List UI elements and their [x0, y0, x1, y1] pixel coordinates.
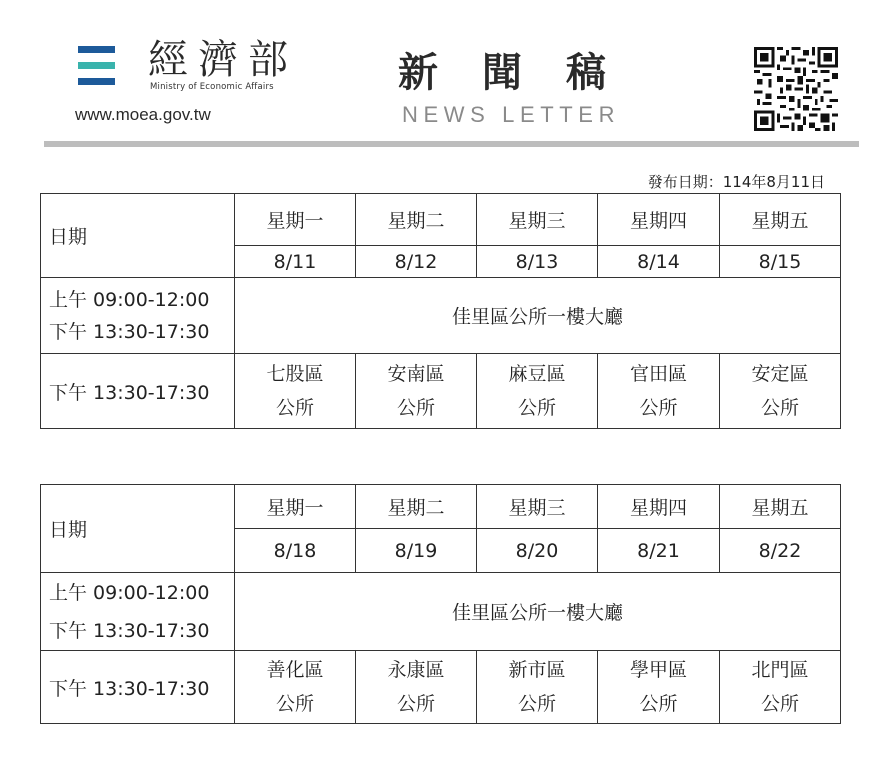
district-name: 安定區: [751, 363, 809, 385]
weekday-cell: 星期三: [477, 194, 598, 246]
district-name: 七股區: [266, 363, 324, 385]
logo-bar-bottom: [78, 78, 115, 85]
district-office-cell: [235, 354, 356, 429]
office-suffix: 公所: [760, 397, 799, 419]
district-office-cell: [720, 354, 841, 429]
weekday-cell: 星期二: [356, 485, 477, 529]
main-venue-row: [41, 573, 841, 651]
weekday-cell: 星期五: [720, 194, 841, 246]
main-venue-location: 佳里區公所一樓大廳: [235, 278, 841, 354]
schedule-table-week-2: [40, 484, 841, 724]
district-name: 北門區: [751, 659, 809, 681]
office-suffix: 公所: [517, 397, 556, 419]
weekday-row: [41, 194, 841, 246]
time-slot-afternoon: 下午 13:30-17:30: [41, 651, 235, 724]
weekday-cell: 星期四: [598, 485, 720, 529]
office-suffix: 公所: [275, 397, 314, 419]
main-venue-row: [41, 278, 841, 354]
district-office-cell: [477, 651, 598, 724]
schedule-table-week-1: [40, 193, 841, 429]
time-slot-cell: [41, 278, 235, 354]
news-title: 新聞稿: [398, 49, 650, 96]
district-office-cell: [235, 651, 356, 724]
time-slot-morning: 上午 09:00-12:00: [49, 288, 210, 311]
date-cell: 8/21: [598, 529, 720, 573]
date-cell: 8/12: [356, 246, 477, 278]
district-office-cell: [356, 354, 477, 429]
date-cell: 8/20: [477, 529, 598, 573]
date-label: 日期: [41, 485, 235, 573]
district-office-row: [41, 651, 841, 724]
district-name: 新市區: [508, 659, 566, 681]
district-name: 安南區: [387, 363, 445, 385]
date-cell: 8/14: [598, 246, 720, 278]
office-suffix: 公所: [639, 693, 678, 715]
logo-bar-top: [78, 46, 115, 53]
time-slot-morning: 上午 09:00-12:00: [49, 581, 210, 604]
date-cell: 8/11: [235, 246, 356, 278]
publish-date: 發布日期：114年8月11日: [647, 173, 825, 191]
weekday-cell: 星期一: [235, 485, 356, 529]
news-subtitle: NEWS LETTER: [402, 102, 621, 127]
district-office-cell: [356, 651, 477, 724]
date-cell: 8/22: [720, 529, 841, 573]
district-office-cell: [720, 651, 841, 724]
weekday-row: [41, 485, 841, 529]
office-suffix: 公所: [760, 693, 799, 715]
moea-logo: [78, 46, 115, 86]
weekday-cell: 星期四: [598, 194, 720, 246]
weekday-cell: 星期三: [477, 485, 598, 529]
time-slot-afternoon: 下午 13:30-17:30: [49, 320, 210, 343]
date-label: 日期: [41, 194, 235, 278]
district-office-cell: [598, 651, 720, 724]
date-cell: 8/13: [477, 246, 598, 278]
office-suffix: 公所: [639, 397, 678, 419]
date-cell: 8/19: [356, 529, 477, 573]
district-name: 麻豆區: [508, 363, 566, 385]
date-cell: 8/15: [720, 246, 841, 278]
weekday-cell: 星期二: [356, 194, 477, 246]
org-name: 經濟部: [148, 37, 298, 83]
org-name-en: Ministry of Economic Affairs: [150, 82, 274, 92]
district-office-row: [41, 354, 841, 429]
district-office-cell: [477, 354, 598, 429]
district-name: 官田區: [629, 363, 687, 385]
time-slot-cell: [41, 573, 235, 651]
time-slot-afternoon: 下午 13:30-17:30: [49, 619, 210, 642]
weekday-cell: 星期五: [720, 485, 841, 529]
district-name: 學甲區: [629, 659, 687, 681]
district-name: 善化區: [266, 659, 324, 681]
logo-bar-middle: [78, 62, 115, 69]
time-slot-afternoon: 下午 13:30-17:30: [41, 354, 235, 429]
header-divider: [44, 141, 859, 147]
date-cell: 8/18: [235, 529, 356, 573]
office-suffix: 公所: [396, 397, 435, 419]
qr-code-icon: [754, 47, 838, 131]
office-suffix: 公所: [396, 693, 435, 715]
district-office-cell: [598, 354, 720, 429]
office-suffix: 公所: [517, 693, 556, 715]
office-suffix: 公所: [275, 693, 314, 715]
website-link[interactable]: www.moea.gov.tw: [75, 105, 211, 124]
main-venue-location: 佳里區公所一樓大廳: [235, 573, 841, 651]
district-name: 永康區: [387, 659, 445, 681]
weekday-cell: 星期一: [235, 194, 356, 246]
